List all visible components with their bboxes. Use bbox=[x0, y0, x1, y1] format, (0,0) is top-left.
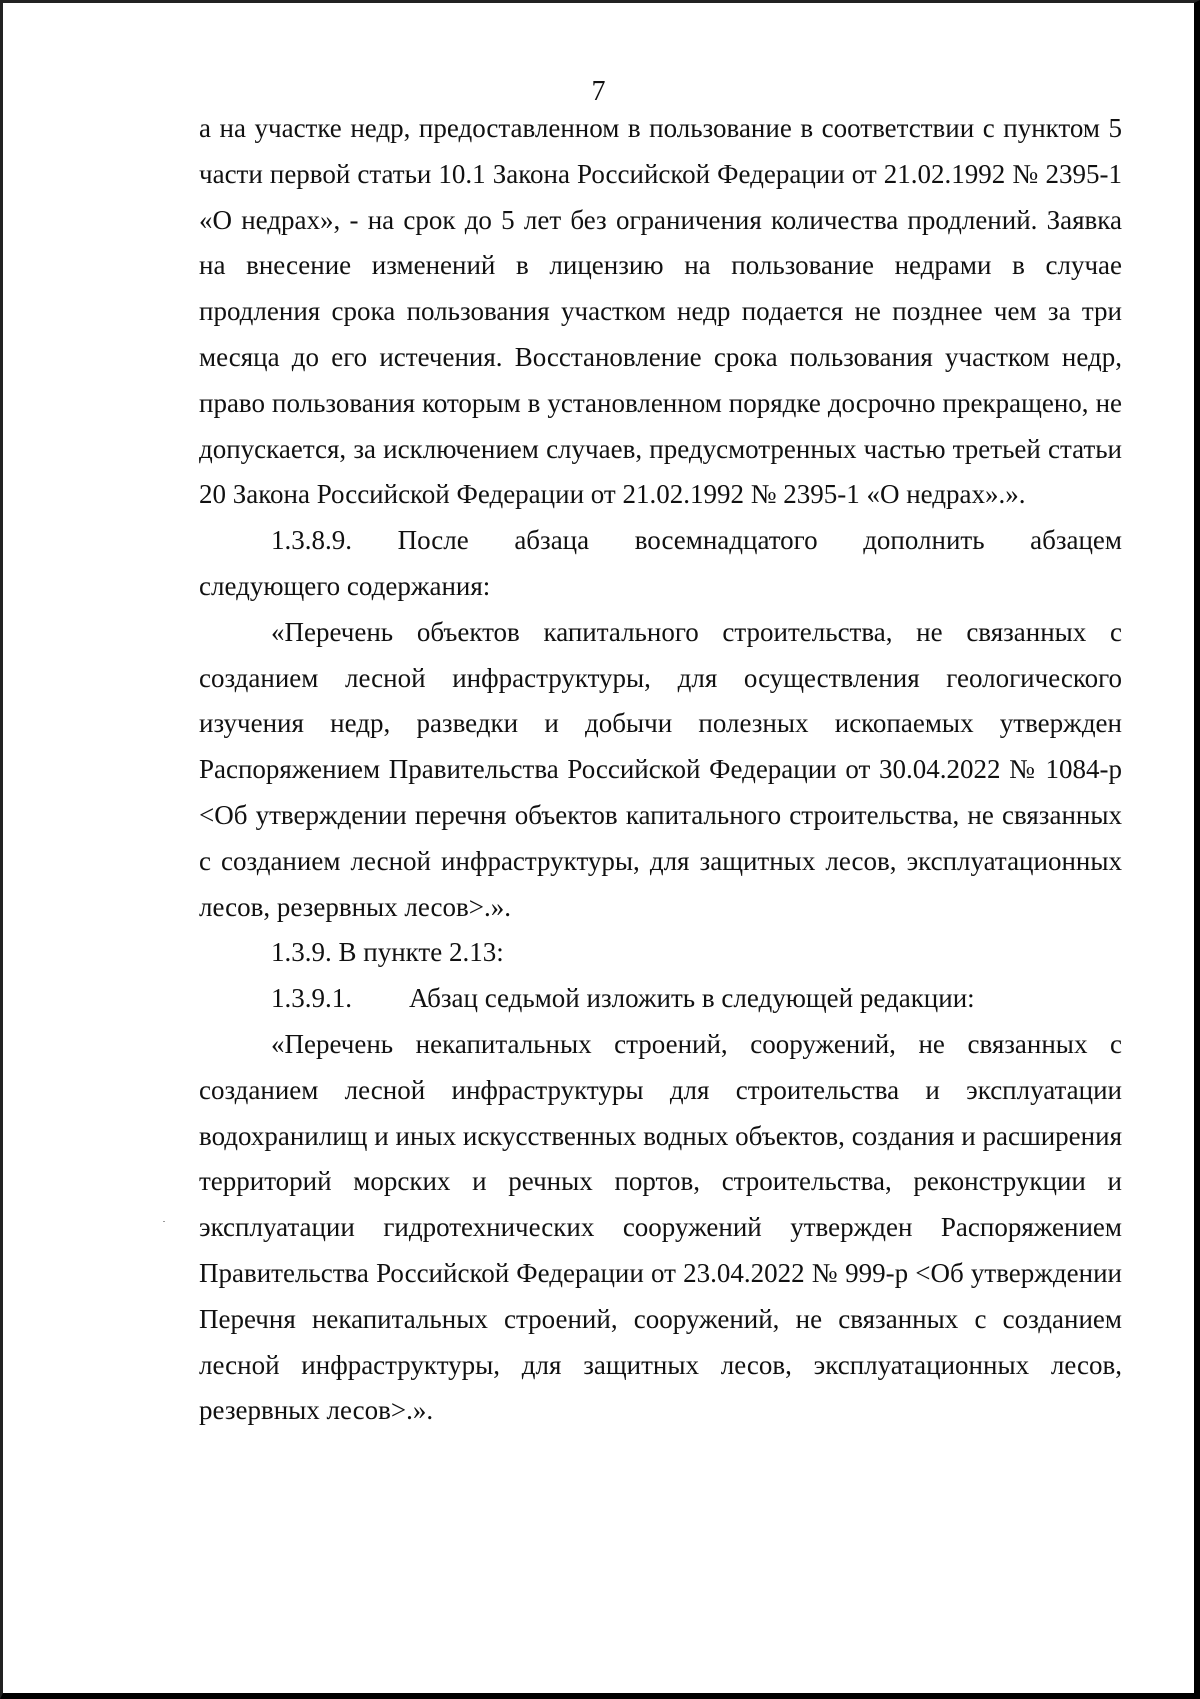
item-word: дополнить bbox=[863, 525, 985, 556]
paragraph-quote-noncapital-structures: «Перечень некапитальных строений, сооружений, не связанных с созданием лесной инфраструктуры для строительства и эксплуатации водохранилищ и иных искусственных водных объектов, создания и расширения территорий морских и речных портов, строительства, реконструкции и эксплуатации гидротехнических сооружений утвержден Распоряжением Правительства Российской Федерации от 23.04.2022 № 999-р <Об утверждении Перечня некапитальных строений, сооружений, не связанных с созданием лесной инфраструктуры, для защитных лесов, эксплуатационных лесов, резервных лесов>.». bbox=[199, 1028, 1122, 1426]
item-number: 1.3.9.1. bbox=[271, 983, 352, 1014]
item-word: восемнадцатого bbox=[634, 525, 818, 556]
item-1-3-9: 1.3.9. В пункте 2.13: bbox=[271, 937, 504, 968]
item-1-3-8-9-heading bbox=[271, 518, 1122, 564]
page-number: 7 bbox=[591, 76, 606, 107]
paragraph-quote-capital-objects: «Перечень объектов капитального строительства, не связанных с созданием лесной инфраструктуры, для осуществления геологического изучения недр, разведки и добычи полезных ископаемых утвержден Распоряжением Правительства Российской Федерации от 30.04.2022 № 1084-р <Об утверждении перечня объектов капитального строительства, не связанных с созданием лесной инфраструктуры, для защитных лесов, эксплуатационных лесов, резервных лесов>.». bbox=[199, 616, 1122, 922]
item-word: После bbox=[397, 525, 469, 556]
item-1-3-9-1 bbox=[199, 976, 1122, 1022]
item-1-3-8-9 bbox=[199, 518, 1122, 610]
item-word: абзацем bbox=[1030, 525, 1122, 556]
item-number: 1.3.8.9. bbox=[271, 525, 352, 556]
item-1-3-8-9-continuation: следующего содержания: bbox=[199, 570, 491, 601]
document-body bbox=[199, 106, 1122, 1434]
scan-artifact bbox=[163, 1221, 165, 1222]
item-word: абзаца bbox=[514, 525, 590, 556]
item-text: Абзац седьмой изложить в следующей редакции: bbox=[409, 983, 975, 1014]
paragraph-continuation: а на участке недр, предоставленном в пользование в соответствии с пунктом 5 части первой статьи 10.1 Закона Российской Федерации от 21.02.1992 № 2395-1 «О недрах», - на срок до 5 лет без ограничения количества продлений. Заявка на внесение изменений в лицензию на пользование недрами в случае продления срока пользования участком недр подается не позднее чем за три месяца до его истечения. Восстановление срока пользования участком недр, право пользования которым в установленном порядке досрочно прекращено, не допускается, за исключением случаев, предусмотренных частью третьей статьи 20 Закона Российской Федерации от 21.02.1992 № 2395-1 «О недрах».». bbox=[199, 113, 1122, 510]
